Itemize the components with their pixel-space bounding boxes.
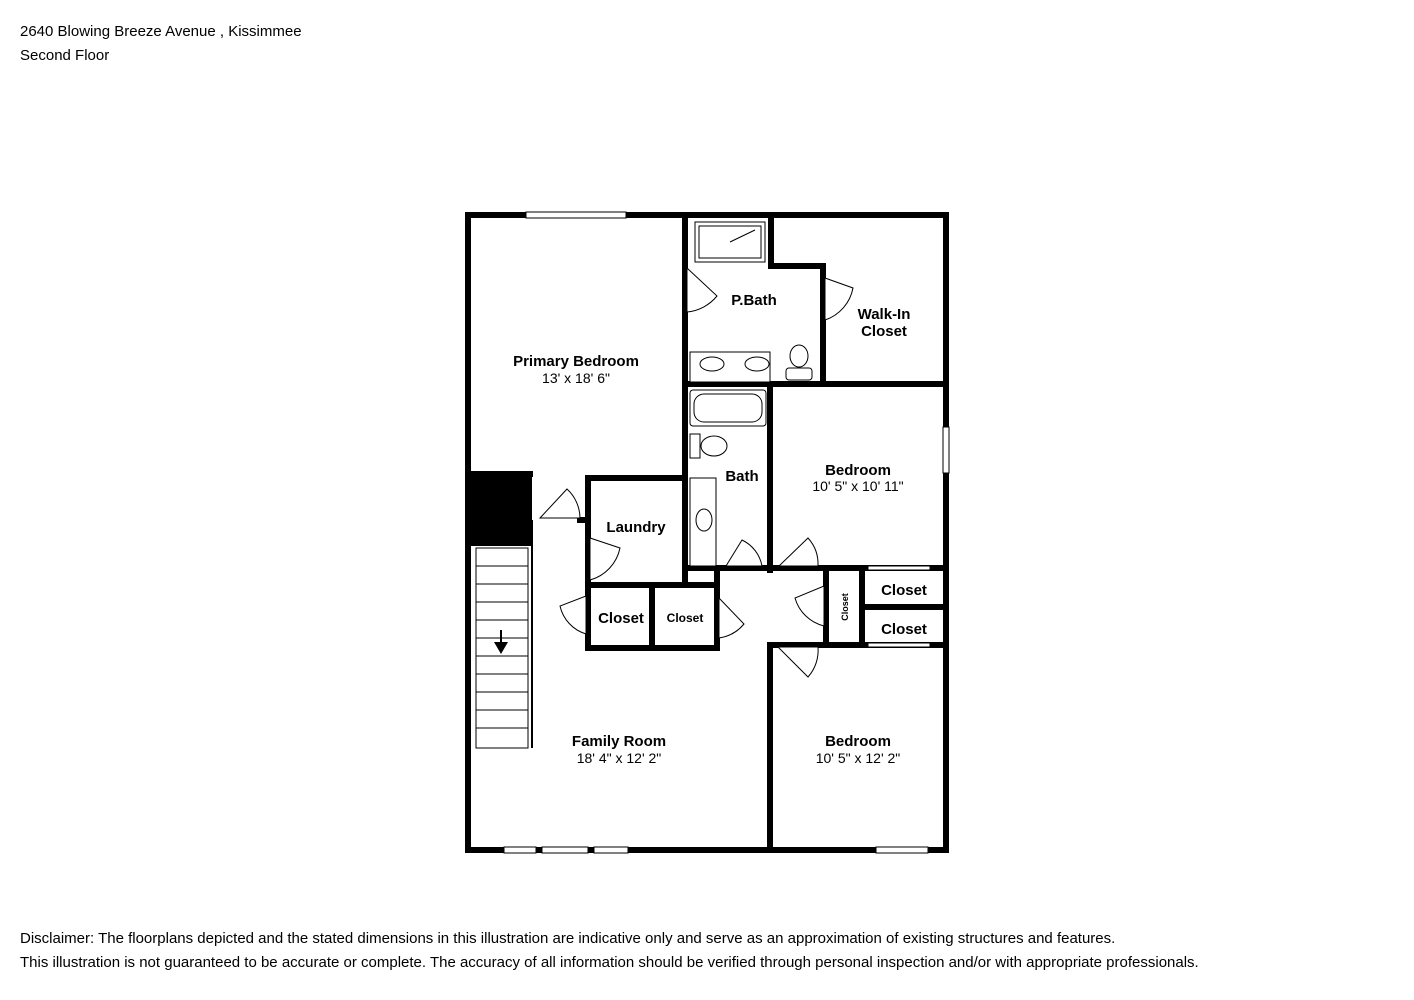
room-name-closet-vertical: Closet bbox=[840, 593, 850, 621]
room-name-primary-bedroom: Primary Bedroom bbox=[513, 353, 639, 370]
room-dims-bedroom-upper: 10' 5" x 10' 11" bbox=[812, 478, 904, 494]
stairs-down-arrow-icon bbox=[494, 630, 508, 654]
room-name-bedroom-lower: Bedroom bbox=[825, 733, 891, 750]
room-name-family-room: Family Room bbox=[571, 733, 667, 750]
room-dims-primary-bedroom: 13' x 18' 6" bbox=[542, 370, 610, 386]
disclaimer-line2: This illustration is not guaranteed to be accurate or complete. The accuracy of all information should be verified through personal inspection and/or with appropriate professionals. bbox=[20, 954, 1199, 971]
room-name-closet-mid: Closet bbox=[666, 611, 704, 625]
room-name-bath: Bath bbox=[725, 468, 759, 485]
floor-label: Second Floor bbox=[20, 47, 110, 64]
room-name-laundry: Laundry bbox=[606, 519, 666, 536]
room-name-closet-right-bottom: Closet bbox=[881, 621, 927, 638]
disclaimer-line1: Disclaimer: The floorplans depicted and the stated dimensions in this illustration are indicative only and serve as an approximation of existing structures and features. bbox=[20, 930, 1116, 947]
room-name-closet-right-top: Closet bbox=[881, 582, 927, 599]
fixtures bbox=[690, 222, 812, 566]
room-name-walk-in-line1: Walk-In bbox=[857, 306, 911, 323]
room-name-bedroom-upper: Bedroom bbox=[825, 462, 891, 479]
room-name-walk-in-line2: Closet bbox=[861, 323, 907, 340]
address-title: 2640 Blowing Breeze Avenue , Kissimmee bbox=[20, 23, 302, 40]
room-dims-bedroom-lower: 10' 5" x 12' 2" bbox=[815, 750, 901, 766]
room-name-closet-left: Closet bbox=[598, 610, 644, 627]
stair-void bbox=[468, 474, 532, 546]
room-name-p-bath: P.Bath bbox=[731, 292, 777, 309]
stairs bbox=[476, 520, 532, 748]
room-dims-family-room: 18' 4" x 12' 2" bbox=[576, 750, 662, 766]
